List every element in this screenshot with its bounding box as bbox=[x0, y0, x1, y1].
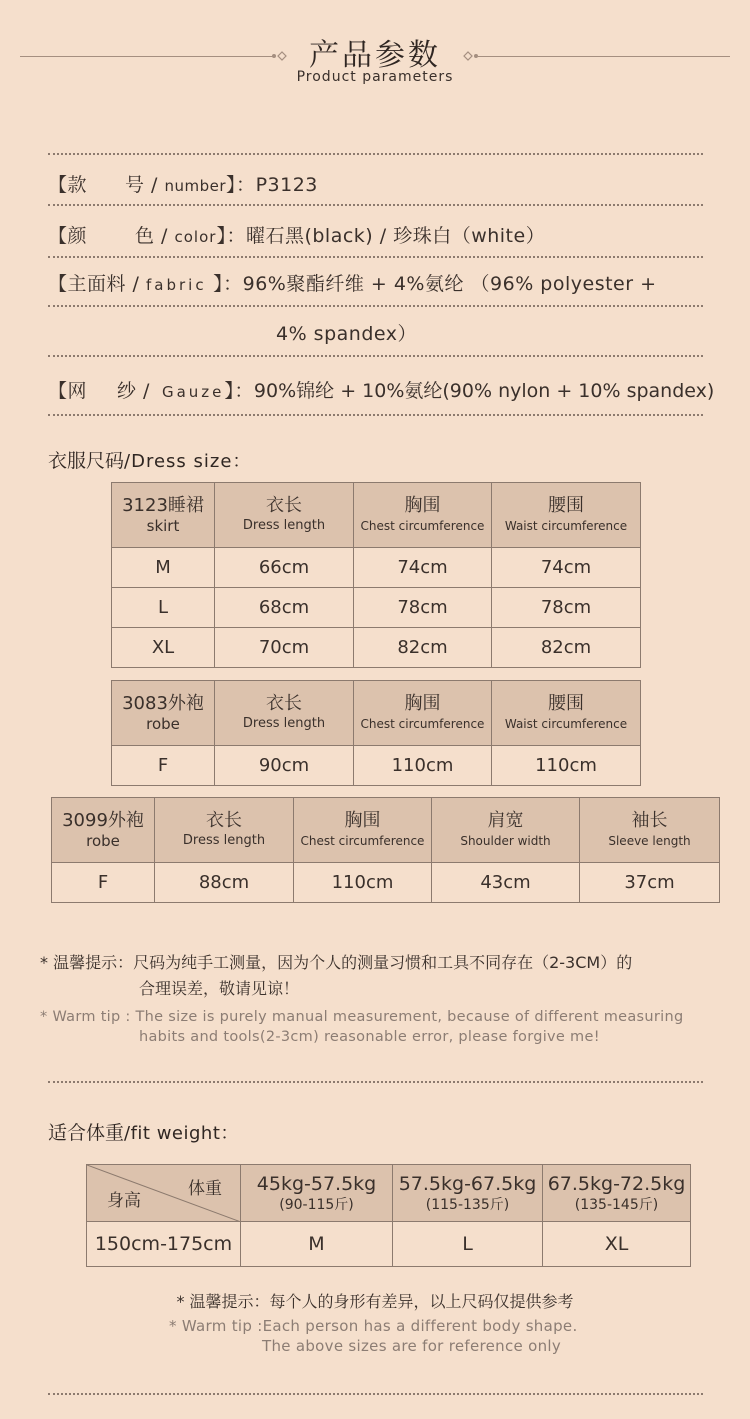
table-row bbox=[52, 863, 720, 903]
table-row bbox=[112, 746, 641, 786]
warm-tip-cn-line2: 合理误差，敬请见谅！ bbox=[139, 979, 300, 998]
warm-tip-en-line2: habits and tools(2-3cm) reasonable error, please forgive me! bbox=[139, 1029, 600, 1045]
param-label: 纱 / bbox=[117, 380, 150, 402]
corner-height-label: 身高 bbox=[107, 1191, 141, 1211]
dress-size-heading bbox=[48, 446, 251, 473]
warm-tip2-en-line2: The above sizes are for reference only bbox=[262, 1337, 562, 1355]
weight-column-header: 67.5kg-72.5kg (135-145斤) bbox=[543, 1165, 691, 1222]
table-cell: 78cm bbox=[354, 588, 492, 628]
divider bbox=[48, 1081, 703, 1083]
param-fabric bbox=[48, 269, 657, 296]
param-label: 【网 bbox=[48, 380, 88, 402]
table-header-cell: 3123睡裙 skirt bbox=[112, 483, 215, 548]
weight-column-header: 45kg-57.5kg (90-115斤) bbox=[241, 1165, 393, 1222]
table-row bbox=[112, 628, 641, 668]
table-header-cell: 3083外袍 robe bbox=[112, 681, 215, 746]
param-value: 96%聚酯纤维 + 4%氨纶 （96% polyester + bbox=[242, 273, 657, 295]
table-row bbox=[112, 588, 641, 628]
fit-weight-heading-cn: 适合体重 bbox=[48, 1122, 125, 1144]
weight-column-header: 57.5kg-67.5kg (115-135斤) bbox=[393, 1165, 543, 1222]
table-cell: 74cm bbox=[354, 548, 492, 588]
param-label-en: Gauze bbox=[161, 383, 225, 401]
table-header-cell: 衣长 Dress length bbox=[215, 681, 354, 746]
table-cell: 110cm bbox=[354, 746, 492, 786]
warm-tip-cn-line1: * 温馨提示：尺码为纯手工测量，因为个人的测量习惯和工具不同存在（2-3CM）的 bbox=[40, 953, 633, 972]
table-cell: 68cm bbox=[215, 588, 354, 628]
table-cell: M bbox=[112, 548, 215, 588]
param-label: 】： bbox=[206, 273, 243, 295]
page-subtitle: Product parameters bbox=[296, 69, 454, 85]
table-cell: 70cm bbox=[215, 628, 354, 668]
param-gauze bbox=[48, 376, 714, 403]
table-cell: XL bbox=[543, 1222, 691, 1267]
header-right-ornament-icon bbox=[460, 50, 480, 62]
divider bbox=[48, 204, 703, 206]
table-header-cell: 衣长 Dress length bbox=[155, 798, 294, 863]
warm-tip2-cn: * 温馨提示：每个人的身形有差异，以上尺码仅提供参考 bbox=[176, 1292, 574, 1311]
table-cell: 82cm bbox=[354, 628, 492, 668]
table-cell: 110cm bbox=[492, 746, 641, 786]
param-label: 号 / bbox=[125, 174, 165, 196]
size-table-3099 bbox=[51, 797, 720, 903]
table-cell: XL bbox=[112, 628, 215, 668]
param-label: 【颜 bbox=[48, 225, 88, 247]
height-cell: 150cm-175cm bbox=[87, 1222, 241, 1267]
table-cell: L bbox=[112, 588, 215, 628]
param-value: 曜石黑(black) / 珍珠白（white） bbox=[245, 225, 546, 247]
warm-tip2-en-line1: * Warm tip :Each person has a different body shape. bbox=[169, 1317, 578, 1335]
corner-weight-label: 体重 bbox=[188, 1179, 222, 1199]
divider bbox=[48, 153, 703, 155]
table-cell: F bbox=[52, 863, 155, 903]
table-cell: L bbox=[393, 1222, 543, 1267]
table-cell: 43cm bbox=[432, 863, 580, 903]
table-cell: F bbox=[112, 746, 215, 786]
table-header-cell: 胸围 Chest circumference bbox=[354, 483, 492, 548]
header-right-rule bbox=[478, 56, 730, 57]
table-row bbox=[112, 548, 641, 588]
divider bbox=[48, 355, 703, 357]
param-label: 色 / bbox=[135, 225, 175, 247]
param-value: 90%锦纶 + 10%氨纶(90% nylon + 10% spandex) bbox=[253, 380, 715, 402]
table-header-cell: 衣长 Dress length bbox=[215, 483, 354, 548]
size-table-3123 bbox=[111, 482, 641, 668]
table-header-cell: 腰围 Waist circumference bbox=[492, 681, 641, 746]
param-label: 】： bbox=[226, 174, 256, 196]
table-cell: 90cm bbox=[215, 746, 354, 786]
page-title: 产品参数 bbox=[309, 38, 441, 73]
param-label: 【款 bbox=[48, 174, 88, 196]
table-header-cell: 肩宽 Shoulder width bbox=[432, 798, 580, 863]
param-color bbox=[48, 221, 545, 248]
table-cell: 110cm bbox=[294, 863, 432, 903]
param-fabric-line2: 4% spandex） bbox=[276, 323, 417, 345]
table-header-cell: 3099外袍 robe bbox=[52, 798, 155, 863]
param-label-en: number bbox=[164, 177, 227, 195]
dress-size-heading-en: /Dress size： bbox=[124, 451, 252, 472]
param-number bbox=[48, 170, 318, 197]
fit-weight-table bbox=[86, 1164, 691, 1267]
table-cell: 82cm bbox=[492, 628, 641, 668]
divider bbox=[48, 1393, 703, 1395]
table-cell: 78cm bbox=[492, 588, 641, 628]
param-label-en: color bbox=[174, 228, 217, 246]
param-label: 】： bbox=[216, 225, 246, 247]
table-cell: 88cm bbox=[155, 863, 294, 903]
table-header-cell: 胸围 Chest circumference bbox=[294, 798, 432, 863]
dress-size-heading-cn: 衣服尺码 bbox=[48, 450, 125, 472]
table-cell: 66cm bbox=[215, 548, 354, 588]
table-cell: 74cm bbox=[492, 548, 641, 588]
warm-tip-en-line1: * Warm tip : The size is purely manual measurement, because of different measuring bbox=[40, 1009, 684, 1025]
param-label: 】： bbox=[224, 380, 254, 402]
size-table-3083 bbox=[111, 680, 641, 786]
table-row bbox=[87, 1222, 691, 1267]
param-label: 【主面料 / bbox=[48, 273, 146, 295]
divider bbox=[48, 414, 703, 416]
table-header-cell: 胸围 Chest circumference bbox=[354, 681, 492, 746]
divider bbox=[48, 256, 703, 258]
fit-weight-heading bbox=[48, 1118, 239, 1145]
table-header-cell: 袖长 Sleeve length bbox=[580, 798, 720, 863]
table-cell: 37cm bbox=[580, 863, 720, 903]
table-cell: M bbox=[241, 1222, 393, 1267]
table-header-cell: 腰围 Waist circumference bbox=[492, 483, 641, 548]
divider bbox=[48, 305, 703, 307]
corner-header-cell bbox=[87, 1165, 241, 1222]
fit-weight-heading-en: /fit weight： bbox=[124, 1123, 239, 1144]
param-label-en: fabric bbox=[145, 276, 207, 294]
param-value: P3123 bbox=[255, 174, 318, 196]
